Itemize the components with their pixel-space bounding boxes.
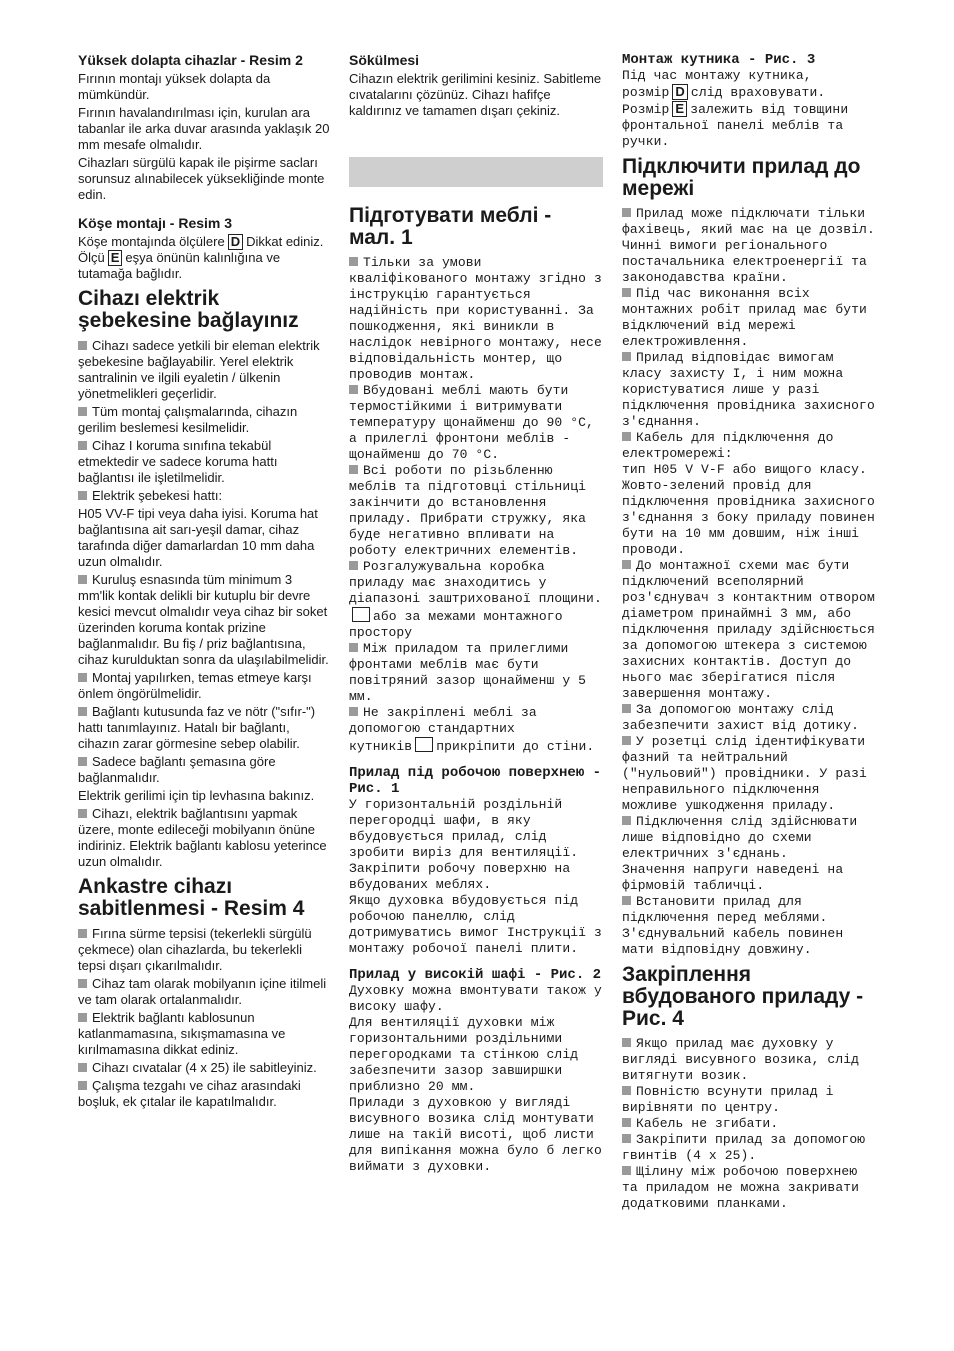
bullet-square-icon: [349, 707, 358, 716]
paragraph: Cihazları sürgülü kapak ile pişirme sacları sorunsuz alınabilecek yüksekliğinde monte edin.: [78, 155, 325, 202]
paragraph: Прилади з духовкою у вигляді висувного возика слід монтувати лише на такій висоті, щоб листи для випікання можна було б легко виймати з духовки.: [349, 1095, 602, 1174]
bullet-square-icon: [622, 1118, 631, 1127]
bullet-square-icon: [349, 643, 358, 652]
heading-under-worktop: Прилад під робочою поверхнею - Рис. 1: [349, 765, 602, 797]
bullet-item: Розгалужувальна коробка приладу має знаходитись у діапазоні заштрихованої площини.: [349, 559, 602, 606]
paragraph: Якщо духовка вбудовується під робочою панеллю, слід дотримуватись вимог Інструкції з монтажу робочої панелі плити.: [349, 893, 602, 956]
bullet-square-icon: [622, 288, 631, 297]
paragraph: Духовку можна вмонтувати також у високу шафу.: [349, 983, 602, 1014]
heading-fixing-appliance-ua: Закріплення вбудованого приладу - Рис. 4: [622, 963, 864, 1030]
heading-removal: Sökülmesi: [349, 52, 420, 68]
bullet-square-icon: [78, 575, 87, 584]
bullet-item: Cihazı sadece yetkili bir eleman elektrik şebekesine bağlayabilir. Yerel elektrik santralinin ve ilgili eyaletin / ülkenin yönetmelikleri geçerlidir.: [78, 338, 320, 401]
empty-box-symbol: [415, 737, 433, 752]
bullet-item: Fırına sürme tepsisi (tekerlekli sürgülü çekmece) olan cihazlarda, bu tekerlekli tepsi dışarı çıkarılmalıdır.: [78, 926, 312, 973]
bullet-item: Тільки за умови кваліфікованого монтажу згідно з інструкцію гарантується надійність при користуванні. За пошкодження, які виникли в наслідок невірного монтажу, несе відповідальність монтер, що проводив монтаж.: [349, 255, 602, 382]
paragraph: Для вентиляції духовки між горизонтальними роздільними перегородками та стінкою слід забезпечити зазор завширшки приблизно 20 мм.: [349, 1015, 579, 1094]
paragraph: H05 VV-F tipi veya daha iyisi. Koruma hat bağlantısına ait sarı-yeşil damar, cihaz tarafında diğer damarlardan 10 mm daha uzun olmalıdır.: [78, 506, 318, 569]
bullet-square-icon: [622, 432, 631, 441]
dimension-d-box: D: [672, 84, 688, 100]
heading-high-cabinet: Yüksek dolapta cihazlar - Resim 2: [78, 52, 303, 68]
heading-corner-mount-ua: Монтаж кутника - Рис. 3: [622, 52, 816, 68]
bullet-item: Кабель для підключення до електромережі:: [622, 430, 834, 461]
bullet-square-icon: [78, 929, 87, 938]
bullet-square-icon: [622, 352, 631, 361]
bullet-item: Не закріплені меблі за допомогою стандартних: [349, 705, 537, 736]
bullet-item: Cihaz tam olarak mobilyanın içine itilmeli ve tam olarak ortalanmalıdır.: [78, 976, 327, 1007]
column-middle: [349, 52, 603, 1175]
bullet-square-icon: [622, 1038, 631, 1047]
heading-fixing-appliance: Ankastre cihazı sabitlenmesi - Resim 4: [78, 875, 305, 920]
bullet-item: Кабель не згибати.: [622, 1116, 878, 1132]
paragraph: Elektrik gerilimi için tip levhasına bakınız.: [78, 788, 315, 803]
bullet-square-icon: [78, 491, 87, 500]
bullet-item: До монтажної схеми має бути підключений всеполярний роз'єднувач з контактним отвором діаметром принаймні 3 мм, або підключення приладу здійснюється за допомогою штекера з системою захисних контактів. Доступ до нього має зберігатися після завершення монтажу.: [622, 558, 875, 701]
bullet-item: Cihaz I koruma sınıfına tekabül etmektedir ve sadece koruma hattı bağlantısı ile işletilmelidir.: [78, 438, 278, 485]
bullet-square-icon: [78, 979, 87, 988]
paragraph: Закріпити робочу поверхню на вбудованих меблях.: [349, 861, 571, 892]
bullet-square-icon: [78, 809, 87, 818]
bullet-square-icon: [622, 1166, 631, 1175]
bullet-square-icon: [622, 704, 631, 713]
bullet-square-icon: [622, 208, 631, 217]
bullet-item: Вбудовані меблі мають бути термостійкими і витримувати температуру щонайменш до 90 °C, а прилеглі фронтони меблів - щонайменш до 70 °C.: [349, 383, 594, 462]
paragraph: розмір D слід враховувати.: [622, 84, 826, 100]
column-turkish: [78, 52, 330, 1112]
bullet-item: Якщо прилад має духовку у вигляді висувного возика, слід витягнути возик.: [622, 1036, 860, 1083]
bullet-square-icon: [622, 736, 631, 745]
section-divider-bar: [349, 157, 603, 187]
bullet-item: Bağlantı kutusunda faz ve nötr ("sıfır-") hattı tanımlayınız. Hatalı bir bağlantı, cihazın zarar görmesine sebep olabilir.: [78, 704, 316, 751]
paragraph-corner: Köşe montajında ölçülere D Dikkat ediniz. Ölçü E eşya önünün kalınlığına ve tutamağa bağlıdır.: [78, 234, 324, 281]
bullet-item: Під час виконання всіх монтажних робіт прилад має бути відключений від мережі електроживлення.: [622, 286, 867, 349]
bullet-item: Elektrik şebekesi hattı:: [78, 488, 330, 504]
paragraph: Cihazın elektrik gerilimini kesiniz. Sabitleme cıvatalarını çözünüz. Cihazı hafifçe kaldırınız ve tamamen dışarı çekiniz.: [349, 71, 602, 118]
dimension-d-box: D: [228, 234, 243, 250]
bullet-item: Tüm montaj çalışmalarında, cihazın gerilim beslemesi kesilmelidir.: [78, 404, 298, 435]
bullet-item: Всі роботи по різьбленню меблів та підготовці стільниці закінчити до встановлення приладу. Прибрати стружку, яка буде негативно впливати на роботу електричних елементів.: [349, 463, 587, 558]
paragraph: Fırının havalandırılması için, kurulan ara tabanlar ile arka duvar arasında yaklaşık 20 mm mesafe olmalıdır.: [78, 105, 330, 152]
bullet-square-icon: [622, 1086, 631, 1095]
bullet-square-icon: [349, 561, 358, 570]
bullet-square-icon: [622, 816, 631, 825]
heading-tall-cabinet: Прилад у високій шафі - Рис. 2: [349, 967, 602, 983]
bullet-item: Elektrik bağlantı kablosunun katlanmamasına, sıkışmamasına ve kırılmamasına dikkat ediniz.: [78, 1010, 286, 1057]
bullet-square-icon: [349, 257, 358, 266]
bullet-item: У розетці слід ідентифікувати фазний та нейтральний ("нульовий") провідники. У разі неправильного підключення можливе ушкодження приладу.: [622, 734, 867, 813]
bullet-square-icon: [78, 757, 87, 766]
bullet-square-icon: [78, 407, 87, 416]
bullet-square-icon: [349, 465, 358, 474]
bullet-item: Закріпити прилад за допомогою гвинтів (4 x 25).: [622, 1132, 866, 1163]
bullet-item: Встановити прилад для підключення перед меблями. З'єднувальний кабель повинен мати відповідну довжину.: [622, 894, 844, 957]
bullet-square-icon: [622, 896, 631, 905]
paragraph: або за межами монтажного простору: [349, 609, 563, 640]
bullet-item: Kuruluş esnasında tüm minimum 3 mm'lik kontak delikli bir kutuplu bir devre kesici mevcut olmalıdır veya cihaz bir soket üzerinden koruma kontak prizine bağlanmalıdır. Bu fiş / priz bağlantısına, cihaz kurulduktan sonra da ulaşılabilmelidir.: [78, 572, 329, 667]
bullet-square-icon: [78, 707, 87, 716]
bullet-item: За допомогою монтажу слід забезпечити захист від дотику.: [622, 702, 860, 733]
paragraph: кутників прикріпити до стіни.: [349, 739, 595, 754]
bullet-item: Cihazı, elektrik bağlantısını yapmak üzere, monte edileceği mobilyanın önüne indiriniz. Elektrik bağlantı kablosu yeterince uzun olmalıdır.: [78, 806, 327, 869]
heading-connect-mains: Підключити прилад до мережі: [622, 155, 861, 200]
bullet-square-icon: [349, 385, 358, 394]
paragraph: Розмір E залежить від товщини фронтальної панелі меблів та ручки.: [622, 101, 849, 149]
bullet-item: Прилад може підключати тільки фахівець, який має на це дозвіл. Чинні вимоги регіонального постачальника електроенергії та законодавства країни.: [622, 206, 875, 285]
bullet-item: Повністю всунути прилад і вирівняти по центру.: [622, 1084, 834, 1115]
dimension-e-box: E: [672, 101, 687, 117]
paragraph: Значення напруги наведені на фірмовій табличці.: [622, 862, 844, 893]
bullet-square-icon: [622, 1134, 631, 1143]
bullet-item: Cihazı cıvatalar (4 x 25) ile sabitleyiniz.: [78, 1060, 330, 1076]
bullet-item: Montaj yapılırken, temas etmeye karşı önlem öngörülmelidir.: [78, 670, 312, 701]
bullet-item: Çalışma tezgahı ve cihaz arasındaki boşluk, ek çıtalar ile kapatılmalıdır.: [78, 1078, 301, 1109]
heading-electrical-connection: Cihazı elektrik şebekesine bağlayınız: [78, 287, 299, 332]
bullet-square-icon: [78, 1081, 87, 1090]
bullet-square-icon: [78, 441, 87, 450]
dimension-e-box: E: [108, 250, 123, 266]
paragraph: Fırının montajı yüksek dolapta da mümkündür.: [78, 71, 271, 102]
paragraph: Під час монтажу кутника,: [622, 68, 812, 83]
bullet-square-icon: [78, 673, 87, 682]
column-ukrainian: [622, 52, 878, 1212]
bullet-square-icon: [78, 1013, 87, 1022]
bullet-square-icon: [78, 1063, 87, 1072]
heading-prepare-furniture: Підготувати меблі - мал. 1: [349, 204, 552, 249]
bullet-item: Прилад відповідає вимогам класу захисту I, і ним можна користуватися лише у разі підключення провідника захисного з'єднання.: [622, 350, 875, 429]
bullet-square-icon: [78, 341, 87, 350]
empty-box-symbol: [352, 607, 370, 622]
heading-corner-mount: Köşe montajı - Resim 3: [78, 215, 233, 231]
bullet-item: Підключення слід здійснювати лише відповідно до схеми електричних з'єднань.: [622, 814, 858, 861]
bullet-square-icon: [622, 560, 631, 569]
bullet-item: Між приладом та прилеглими фронтами меблів має бути повітряний зазор щонайменш у 5 мм.: [349, 641, 587, 704]
paragraph: У горизонтальній роздільній перегородці шафи, в яку вбудовується прилад, слід зробити виріз для вентиляції.: [349, 797, 579, 860]
bullet-item: Sadece bağlantı şemasına göre bağlanmalıdır.: [78, 754, 276, 785]
paragraph: тип H05 V V-F або вищого класу. Жовто-зелений провід для підключення провідника захисного з'єднання з боку приладу повинен бути на 10 мм довшим, ніж інші проводи.: [622, 462, 875, 557]
bullet-item: Щілину між робочою поверхнею та приладом не можна закривати додатковими планками.: [622, 1164, 860, 1211]
